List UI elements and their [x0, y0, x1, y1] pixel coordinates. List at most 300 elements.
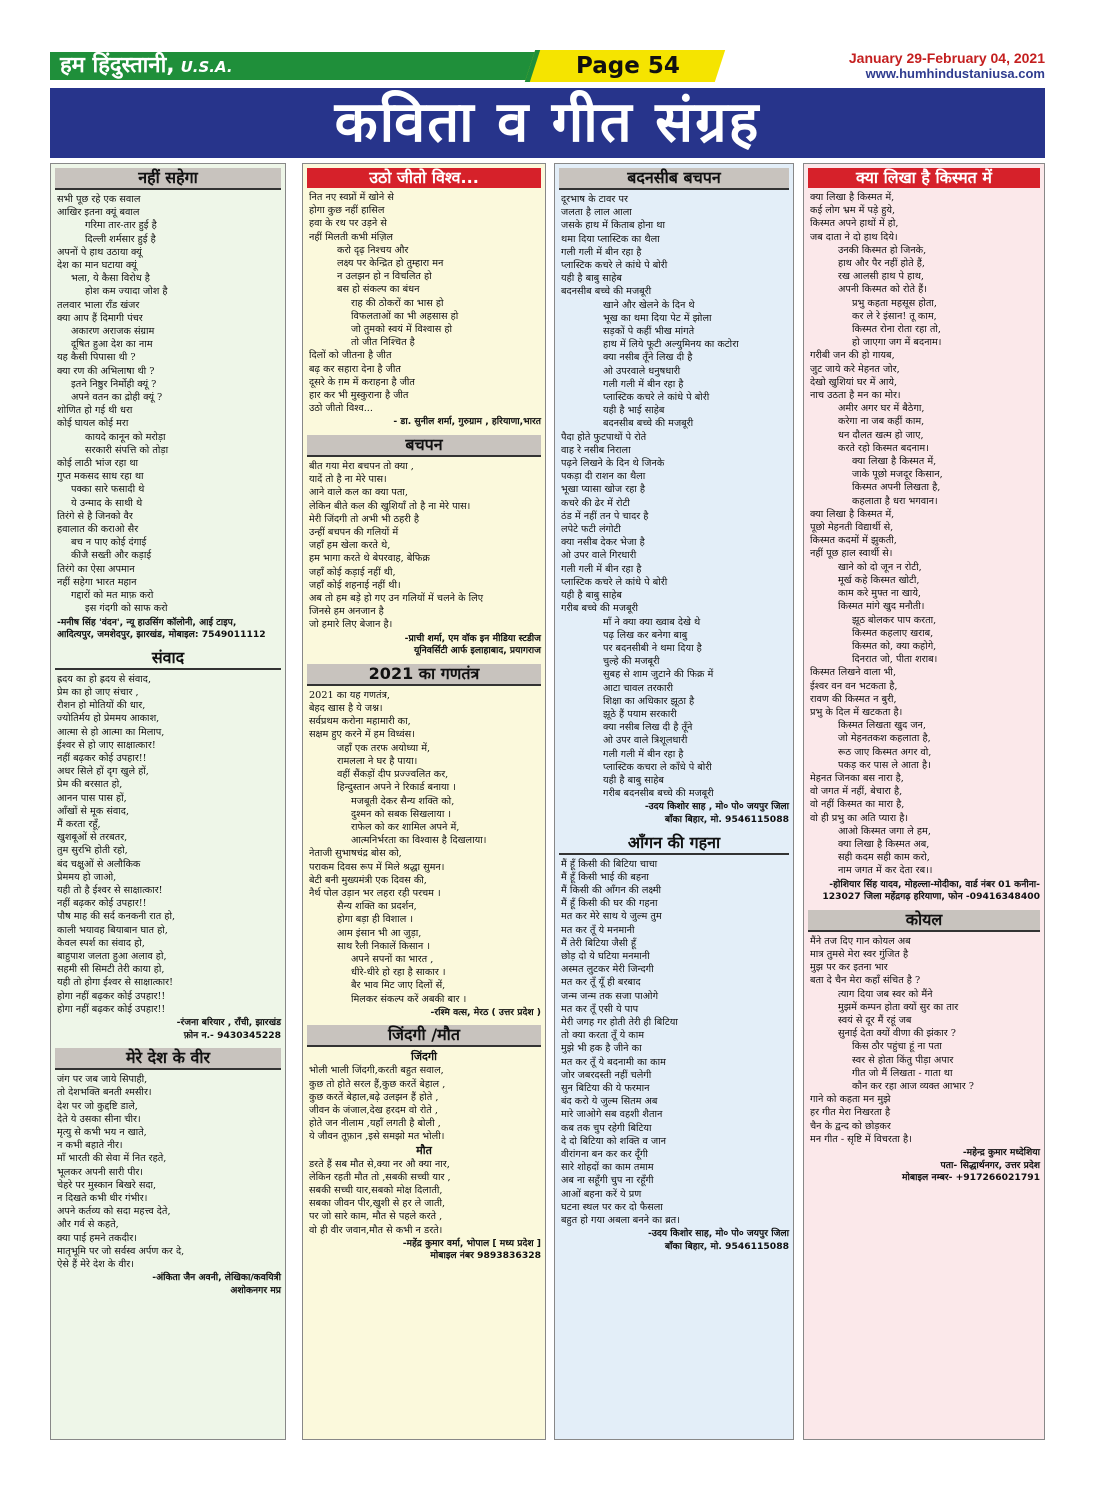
text-line: अस्मत लुटकर मेरी जिन्दगी: [561, 964, 654, 976]
text-line: तिरंगे का ऐसा अपमान: [57, 563, 135, 575]
text-line: भूलकर अपनी सारी पीर।: [57, 1166, 143, 1178]
text-line: केवल स्पर्श का संवाद हो,: [57, 937, 145, 949]
masthead: [50, 50, 1045, 82]
text-line: आओ किस्मत जगा ले हम,: [838, 825, 931, 837]
text-line: क्या पाई हमने तकदीर।: [57, 1232, 137, 1244]
text-line: पर बदनसीबी ने थमा दिया है: [603, 642, 702, 654]
text-line: न दिखते कभी धीर गंभीर।: [57, 1192, 148, 1204]
text-line: मैं हूँ किसी की घर की गहना: [561, 898, 658, 910]
text-line: राफेल को कर शामिल अपने में,: [351, 821, 460, 833]
text-line: ये उन्माद के साथी थे: [71, 497, 143, 509]
text-line: कायदे कानून को मरोड़ा: [85, 431, 166, 443]
text-line: कीजै सख्ती और कड़ाई: [71, 550, 152, 562]
text-line: किस्मत लिखने वाला भी,: [810, 667, 897, 679]
text-line: भोली भाली जिंदगी,करती बहुत सवाल,: [309, 1065, 444, 1077]
text-line: क्या आप हैं दिमागी पंचर: [57, 312, 143, 324]
poem-title: नहीं सहेगा: [55, 168, 281, 190]
poem-signature: [303, 415, 545, 431]
text-line: राह की ठोकरों का भास हो: [351, 297, 444, 309]
text-line: गुप्त मकसद साध रहा था: [57, 471, 144, 483]
text-line: गरीबी जन की हो गायब,: [810, 350, 895, 362]
text-line: मूर्ख कहे किस्मत खोटी,: [838, 574, 920, 586]
text-line: अपने सपनों का भारत ,: [351, 953, 434, 965]
text-line: मन गीत - सृष्टि में विचरता है।: [810, 1133, 912, 1145]
text-line: क्या नसीब लिख दी है तूँने: [603, 722, 693, 734]
text-line: सबका जीवन पीर,खुशी से हर ले जाती,: [309, 1198, 446, 1210]
text-line: बस हो संकल्प का बंधन: [337, 284, 420, 296]
text-line: जंग पर जब जाये सिपाही,: [57, 1074, 148, 1086]
text-line: यही तो है ईश्वर से साक्षात्कार!: [57, 884, 163, 896]
text-line: स्वर से होता किंतु पीड़ा अपार: [852, 1054, 954, 1066]
text-line: क्या रण की अभिलाषा थी ?: [57, 365, 155, 377]
text-line: मत कर मेरे साथ ये जुल्म तुम: [561, 911, 662, 923]
poem-subtitle: जिंदगी: [411, 1050, 437, 1064]
newspaper-title: हम हिंदुस्तानी,: [60, 53, 175, 78]
text-line: चेहरे पर मुस्कान बिखरे सदा,: [57, 1179, 157, 1191]
poem-body: [303, 191, 545, 415]
text-line: -प्राची शर्मा, एम वॉक इन मीडिया स्टडीज: [404, 632, 541, 644]
text-line: मत कर तूँ ये मनमानी: [561, 924, 635, 936]
text-line: बंद चक्षुओं से अलौकिक: [57, 858, 141, 870]
text-line: माँ ने क्या क्या ख्वाब देखे थे: [603, 616, 701, 628]
text-line: मेरी जगह गर होती तेरी ही बिटिया: [561, 1016, 678, 1028]
text-line: बेटी बनी मुख्यमंत्री एक दिवस की,: [309, 874, 427, 886]
text-line: नहीं सहेगा भारत महान: [57, 576, 137, 588]
text-line: दिलों को जीतना है जीत: [309, 350, 392, 362]
text-line: 2021 का यह गणतंत्र,: [309, 689, 391, 701]
column-3: [554, 163, 794, 1440]
text-line: मुझे भी हक है जीने का: [561, 1043, 642, 1055]
text-line: बीत गया मेरा बचपन तो क्या ,: [309, 461, 414, 473]
text-line: -उदय किशोर साह , मो० पो० जयपुर जिला: [644, 801, 789, 813]
text-line: कचरे की ढेर में रोटी: [561, 497, 630, 509]
text-line: अब तो हम बड़े हो गए उन गलियों में चलने के लिए: [309, 593, 484, 605]
newspaper-region: U.S.A.: [180, 58, 233, 76]
text-line: शिक्षा का अधिकार झूठा है: [603, 695, 695, 707]
text-line: बेहद खास है ये जश्न।: [309, 703, 383, 715]
text-line: वहीं सैंकड़ों दीप प्रज्ज्वलित कर,: [337, 769, 449, 781]
poem-body: [555, 193, 793, 800]
text-line: सुबह से शाम जुटाने की फिक्र में: [603, 669, 714, 681]
text-line: कुछ करतें बेहाल,बढ़े उलझन हैं होते ,: [309, 1091, 439, 1103]
poem-title: बदनसीब बचपन: [559, 168, 789, 190]
text-line: पकड़ा दी राशन का थैला: [561, 471, 646, 483]
text-line: जो मेहनतकश कहलाता है,: [838, 733, 931, 745]
text-line: कहलाता है धरा भगवान।: [852, 495, 938, 507]
text-line: देते ये उसका सीना चीर।: [57, 1113, 141, 1125]
text-line: किस्मत कदमों में झुकती,: [810, 535, 897, 547]
text-line: गद्दारों को मत माफ़ करो: [71, 590, 154, 602]
poem-title: क्या लिखा है किस्मत में: [808, 168, 1040, 188]
text-line: दूरभाष के टावर पर: [561, 194, 628, 205]
text-line: सड़कों पे कहीं भीख मांगते: [603, 326, 695, 338]
text-line: नैर्थ पोल उड़ान भर लहरा रही परचम ।: [309, 887, 441, 899]
text-line: बाहुपाश जलता हुआ अलाव हो,: [57, 950, 167, 962]
text-line: कुछ तो होते सरल हैं,कुछ करतें बेहाल ,: [309, 1078, 446, 1090]
text-line: ओ उपर वाले गिरधारी: [561, 550, 637, 562]
text-line: किस्मत अपनी लिखता है,: [852, 482, 941, 494]
text-line: आने वाले कल का क्या पता,: [309, 487, 409, 499]
text-line: पकड़ कर पास ले आता है।: [838, 759, 931, 771]
column-4: [803, 163, 1045, 1440]
text-line: आत्मनिर्भरता का विश्वास है दिखलाया।: [351, 835, 487, 847]
text-line: मैं हूँ किसी भाई की बहना: [561, 871, 649, 883]
text-line: देखो खुशियां घर में आये,: [810, 376, 898, 388]
text-line: आनन पास पास हों,: [57, 792, 127, 804]
text-line: आखिर इतना क्यूं बवाल: [57, 207, 140, 219]
text-line: -अंकिता जैन अवनी, लेखिका/कवयित्री: [152, 1272, 281, 1284]
text-line: उन्हीं बचपन की गलियों में: [309, 527, 399, 539]
text-line: न कभी बहाते नीर।: [57, 1140, 123, 1152]
poem-body: [804, 935, 1044, 1146]
text-line: होगा बड़ा ही विशाल ।: [337, 914, 414, 926]
text-line: कौन कर रहा आज व्यक्त आभार ?: [852, 1080, 974, 1092]
text-line: अपने वतन का द्रोही क्यूं ?: [71, 392, 163, 404]
poem-title: बचपन: [307, 435, 541, 457]
text-line: बहुत हो गया अबला बनने का ब्रत।: [561, 1215, 680, 1227]
text-line: तुम सुरभि होती रहो,: [57, 845, 128, 857]
text-line: ह्रदय का हो ह्रदय से संवाद,: [57, 673, 152, 685]
text-line: हवा के रथ पर उड़ने से: [309, 218, 387, 230]
text-line: रामलला ने घर है पाया।: [337, 755, 418, 767]
text-line: मृत्यु से कभी भय न खाते,: [57, 1126, 147, 1138]
poem-title: 2021 का गणतंत्र: [307, 664, 541, 686]
text-line: वीरांगना बन कर कर दूँगी: [561, 1149, 648, 1160]
text-line: क्या लिखा है किस्मत अब,: [838, 838, 930, 850]
text-line: दुश्मन को सबक सिखलाया ।: [351, 808, 452, 820]
text-line: यह कैसी पिपासा थी ?: [57, 352, 136, 364]
text-line: पैदा होते फुटपाथों पे रोते: [561, 431, 647, 443]
text-line: जन्म जन्म तक सजा पाओगे: [561, 990, 659, 1002]
text-line: भला, ये कैसा विरोध है: [71, 273, 150, 285]
text-line: क्या लिखा है किस्मत में,: [852, 456, 937, 468]
text-line: जो तुमको स्वयं में विश्वास हो: [351, 324, 453, 336]
text-line: पौष माह की सर्द कनकनी रात हो,: [57, 911, 176, 923]
text-line: प्रभु के दिल में खटकता है।: [810, 706, 903, 718]
text-line: होगा नहीं बढ़कर कोई उपहार!!: [57, 990, 166, 1002]
text-line: नहीं बढ़कर कोई उपहार!!: [57, 898, 147, 910]
text-line: मुझ पर कर इतना भार: [810, 962, 888, 974]
text-line: बढ़ कर सहारा देना है जीत: [309, 363, 401, 375]
text-line: न उलझन हो न विचलित हो: [337, 271, 432, 283]
text-line: रख आलसी हाथ पे हाथ,: [838, 271, 924, 283]
poem-body: [303, 1064, 545, 1143]
text-line: शोणित हो गई थी धरा: [57, 405, 133, 417]
text-line: यही है बाबु साहेब: [603, 774, 664, 786]
poem-body: [303, 689, 545, 1006]
text-line: -उदय किशोर साह, मो० पो० जयपुर जिला: [648, 1228, 789, 1240]
poem-body: [51, 673, 285, 1016]
text-line: ईश्वर वन वन भटकता है,: [810, 680, 898, 692]
poem-title: आँगन की गहना: [559, 833, 789, 855]
text-line: हो जाएगा जग में बदनाम।: [852, 337, 942, 349]
text-line: जहाँ हम खेला करते थे,: [309, 540, 391, 552]
text-line: ओ उपर वाले त्रिशूलधारी: [603, 735, 688, 747]
text-line: प्रभु कहता महसूस होता,: [852, 297, 937, 309]
text-line: अशोकनगर मप्र: [230, 1284, 281, 1296]
text-line: क्या लिखा है किस्मत में,: [810, 508, 895, 520]
text-line: जहाँ कोई शहनाई नहीं थी।: [309, 579, 401, 591]
text-line: लक्ष्य पर केन्द्रित हो तुम्हारा मन: [337, 258, 444, 270]
text-line: ऐसे हैं मेरे देश के वीर।: [57, 1259, 134, 1270]
poem-title: मेरे देश के वीर: [55, 1048, 281, 1070]
text-line: गरिमा तार-तार हुई है: [85, 220, 157, 232]
text-line: और गर्व से कहते,: [57, 1219, 119, 1231]
text-line: करो दृढ़ निश्चय और: [337, 244, 409, 256]
text-line: भूख का थमा दिया पेट में झोला: [603, 312, 712, 324]
text-line: नित नए स्वप्नों में खोने से: [309, 192, 394, 203]
text-line: झूठ बोलकर पाप करता,: [852, 614, 937, 626]
text-line: लपेटे फटी लंगोटी: [561, 524, 621, 536]
issue-date: January 29-February 04, 2021: [848, 50, 1045, 66]
text-line: अधर सिले हों दृग खुले हों,: [57, 766, 149, 778]
text-line: बता दे चैन मेरा कहाँ संचित है ?: [810, 975, 921, 987]
text-line: जुट जाये करे मेहनत जोर,: [810, 363, 900, 375]
text-line: करेगा ना जब कहीं काम,: [838, 416, 925, 428]
poem-subtitle: मौत: [416, 1143, 432, 1157]
text-line: मैं किसी की आँगन की लक्ष्मी: [561, 884, 662, 896]
text-line: जोर जबरदस्ती नहीं चलेगी: [561, 1069, 652, 1081]
text-line: मत कर तूँ यूँ ही बरबाद: [561, 977, 641, 989]
text-line: होगा नहीं बढ़कर कोई उपहार!!: [57, 1003, 166, 1015]
text-line: सरकारी संपत्ति को तोड़ा: [85, 444, 169, 456]
page-number: Page 54: [525, 50, 725, 82]
text-line: नाच उठता है मन का मोर।: [810, 390, 901, 402]
text-line: हिन्दुस्तान अपने ने रिकार्ड बनाया ।: [337, 782, 456, 794]
text-line: भूखा प्यासा खोज रहा है: [561, 484, 646, 496]
text-line: यही है बाबु साहेब: [561, 590, 622, 602]
text-line: अमीर अगर घर में बैठेगा,: [838, 403, 925, 415]
text-line: दिनरात जो, पीता शराब।: [852, 654, 938, 666]
text-line: पढ़ लिख कर बनेगा बाबु: [603, 629, 688, 641]
text-line: किस्मत कहलाए खराब,: [852, 627, 934, 639]
text-line: नहीं बढ़कर कोई उपहार!!: [57, 752, 147, 764]
text-line: यही है भाई साहेब: [603, 405, 665, 417]
text-line: धीरे-धीरे हो रहा है साकार ।: [351, 967, 446, 979]
text-line: किस ठौर पहुंचा हूं ना पता: [852, 1041, 942, 1053]
text-line: नेताजी सुभाषचंद्र बोस को,: [309, 848, 402, 860]
text-line: बंद करो ये जुल्म सितम अब: [561, 1096, 658, 1108]
text-line: कोई घायल कोई मरा: [57, 418, 129, 430]
text-line: गली गली में बीन रहा है: [603, 748, 684, 760]
text-line: प्लास्टिक कचरे ले कांधे पे बोरी: [561, 576, 668, 588]
text-line: प्रेम की बरसात हो,: [57, 779, 123, 791]
text-line: ज्योतिर्मय हो प्रेममय आकाश,: [57, 713, 160, 725]
text-line: चैन के द्वन्द को छोड़कर: [810, 1120, 891, 1132]
text-line: गली गली में बीन रहा है: [603, 378, 684, 390]
text-line: मजबूती देकर सैन्य शक्ति को,: [351, 795, 455, 807]
text-line: सारे शोहदों का काम तमाम: [561, 1162, 654, 1174]
text-line: पराकम दिवस रूप में मिले श्रद्धा सुमन।: [309, 861, 445, 873]
text-line: क्या नसीब तूँने लिख दी है: [603, 352, 693, 364]
poem-signature: [51, 1016, 285, 1044]
text-line: आँखों से मूक संवाद,: [57, 805, 130, 817]
text-line: मैं हूँ किसी की बिटिया चाचा: [561, 858, 658, 870]
text-line: मोबाइल नम्बर- +917266021791: [902, 1172, 1040, 1184]
text-line: नहीं मिलती कभी मंज़िल: [309, 231, 393, 243]
text-line: देश का मान घटाया क्यूं: [57, 260, 137, 272]
text-line: घटना स्थल पर कर दो फैसला: [561, 1201, 663, 1213]
poem-signature: [303, 1006, 545, 1022]
poem-signature: [303, 1237, 545, 1265]
poem-signature: [51, 616, 285, 644]
column-1: [50, 163, 286, 1440]
text-line: मात्र तुमसे मेरा स्वर गुंजित है: [810, 948, 909, 960]
poem-signature: [51, 1271, 285, 1299]
website-link[interactable]: www.humhindustaniusa.com: [865, 66, 1045, 81]
text-line: दिल्ली शर्मसार हुई है: [85, 233, 156, 245]
text-line: गरीब बदनसीब बच्चे की मजबूरी: [603, 788, 714, 800]
poem-body: [303, 460, 545, 632]
text-line: मैं करता रहूँ,: [57, 818, 101, 830]
poem-signature: [804, 1146, 1044, 1187]
text-line: मत कर तूँ ये बदनामी का काम: [561, 1056, 666, 1068]
text-line: -महेंद्र कुमार वर्मा, भोपाल [ मध्य प्रदेश ]: [402, 1237, 541, 1249]
text-line: यूनिवर्सिटी आर्फ इलाहाबाद, प्रयागराज: [413, 645, 541, 657]
text-line: मुझमें कम्पन होता क्यों सुर का तार: [838, 1001, 959, 1013]
poem-body: [804, 191, 1044, 878]
text-line: ठंड में नहीं तन पे चादर है: [561, 510, 649, 522]
text-line: खाने को दो जून न रोटी,: [838, 561, 922, 573]
text-line: किस्मत अपने हाथों में हो,: [810, 218, 899, 230]
text-line: 123027 जिला महेंद्रगढ़ हरियाणा, फोन -09416348400: [822, 891, 1040, 903]
text-line: डरते हैं सब मौत से,क्या नर औ क्या नार,: [309, 1158, 450, 1170]
text-line: जीवन के जंजाल,देख हरदम वो रोते ,: [309, 1104, 438, 1116]
text-line: जाके पूछो मजदूर किसान,: [852, 469, 943, 481]
text-line: होते जन नीलाम ,यहाँ लगती है बोली ,: [309, 1118, 441, 1130]
text-line: उठो जीतो विश्व...: [309, 403, 373, 415]
text-line: देश पर जो कुद्दष्टि डाले,: [57, 1100, 138, 1112]
text-line: पूछो मेहनती विद्यार्थी से,: [810, 522, 894, 534]
text-line: नहीं पूछ हाल स्वार्थी से।: [810, 548, 893, 560]
text-line: जिनसे हम अनजान है: [309, 606, 384, 618]
text-line: दूषित हुआ देश का नाम: [71, 339, 153, 351]
text-line: हाथ में लिये फूटी अल्युमिनय का कटोरा: [603, 339, 739, 351]
text-line: साथ रैली निकालें किसान ।: [337, 940, 431, 952]
text-line: अपनों पे हाथ उठाया क्यूं: [57, 246, 142, 258]
text-line: इस गंदगी को साफ करो: [85, 603, 168, 615]
text-line: - डा. सुनील शर्मा, गुरुग्राम , हरियाणा,भारत: [393, 416, 541, 428]
poem-body: [51, 1073, 285, 1271]
text-line: रावण की किस्मत न बुरी,: [810, 693, 897, 705]
text-line: अपने कर्तव्य को सदा महत्त्व देते,: [57, 1206, 171, 1218]
text-line: काली भयावह बियाबान घात हो,: [57, 924, 168, 936]
poem-signature: [555, 1227, 793, 1255]
text-line: दूसरे के ग़म में कराहना है जीत: [309, 376, 415, 388]
text-line: कोई लाठी भांज रहा था: [57, 458, 139, 470]
text-line: धन दौलत खत्म हो जाए,: [838, 429, 924, 441]
text-line: कर ले रे इंसान! तू काम,: [852, 310, 937, 322]
text-line: हार कर भी मुस्कुराना है जीत: [309, 390, 409, 402]
text-line: आम इंसान भी आ जुड़ा,: [337, 927, 422, 939]
text-line: कई लोग भ्रम में पड़े हुये,: [810, 205, 896, 217]
text-line: उनकी किस्मत हो जिनके,: [838, 244, 927, 256]
text-line: बाँका बिहार, मो. 9546115088: [664, 813, 789, 825]
poem-body: [303, 1158, 545, 1237]
text-line: सैन्य शक्ति का प्रदर्शन,: [337, 901, 417, 913]
text-line: लेकिन रहती मौत तो ,सबकी सच्ची यार ,: [309, 1171, 451, 1183]
text-line: हवालात की कराओ सैर: [57, 524, 139, 536]
text-line: मिलकर संकल्प करें अबकी बार ।: [351, 993, 467, 1005]
text-line: सुन बिटिया की ये फरमान: [561, 1082, 650, 1094]
text-line: जलता है लाल आला: [561, 207, 632, 219]
text-line: सर्वप्रथम करोना महामारी का,: [309, 716, 411, 728]
text-line: सहमी सी सिमटी तेरी काया हो,: [57, 964, 165, 976]
text-line: वाह रे नसीब निराला: [561, 444, 631, 456]
text-line: अब ना सहूँगी चुप ना रहूँगी: [561, 1175, 654, 1187]
text-line: पक्का सारे फसादी थे: [71, 484, 145, 496]
text-line: तो देशभक्ति बनती श्मसीर।: [57, 1087, 152, 1099]
text-line: किस्मत रोना रोता रहा तो,: [852, 324, 941, 336]
text-line: हाथ और पैर नहीं होते हैं,: [838, 258, 926, 270]
text-line: गली गली में बीन रहा है: [561, 246, 642, 258]
text-line: किस्मत लिखता खुद जन,: [838, 720, 927, 732]
text-line: आओं बहना करें ये प्रण: [561, 1188, 642, 1200]
text-line: त्याग दिया जब स्वर को मैंने: [838, 988, 933, 1000]
text-line: वो ही प्रभु का अति प्यारा है।: [810, 812, 909, 824]
poem-title: जिंदगी /मौत: [307, 1025, 541, 1047]
text-line: जब दाता ने दो हाथ दिये।: [810, 231, 898, 243]
text-line: छोड़ दो ये घटिया मनमानी: [561, 950, 650, 962]
text-line: किस्मत मांगे खुद मनौती।: [838, 601, 925, 613]
text-line: खाने और खेलने के दिन थे: [603, 299, 695, 311]
text-line: पर जो सारे काम, मौत से पहले करते ,: [309, 1211, 443, 1223]
text-line: गली गली में बीन रहा है: [561, 563, 642, 575]
text-line: जसके हाथ में किताब होना था: [561, 220, 665, 232]
text-line: क्या नसीब देकर भेजा है: [561, 537, 645, 549]
text-line: मैं तेरी बिटिया जैसी हूँ: [561, 937, 637, 949]
text-line: खुशबूओं से तरबतर,: [57, 832, 128, 844]
text-line: काम करे मुफ्त ना खाये,: [838, 588, 922, 600]
text-line: पढ़ने लिखने के दिन थे जिनके: [561, 458, 665, 470]
text-line: प्लास्टिक कचरा ले काँधे पे बोरी: [603, 761, 712, 773]
text-line: सही कदम सही काम करो,: [838, 852, 930, 864]
text-line: -होशियार सिंह यादव, मोहल्ला-मोदीका, वार्ड नंबर 01 कनीना-: [829, 878, 1040, 890]
text-line: ईश्वर से हो जाए साक्षात्कार!: [57, 739, 156, 751]
text-line: मैंने तज दिए गान कोयल अब: [810, 935, 911, 947]
text-line: मारे जाओगे सब वहशी शैतान: [561, 1109, 663, 1121]
poem-title: उठो जीतो विश्व...: [307, 168, 541, 188]
text-line: सुनाई देता क्यों वीणा की झंकार ?: [838, 1028, 956, 1040]
text-line: यही तो होगा ईश्वर से साक्षात्कार!: [57, 977, 174, 989]
text-line: किस्मत को, क्या कहोगे,: [852, 640, 937, 652]
text-line: हम भागा करते थे बेपरवाह, बेफिक्र: [309, 553, 430, 565]
text-line: थमा दिया प्लास्टिक का थैला: [561, 233, 660, 245]
text-line: बदनसीब बच्चे की मजबूरी: [561, 286, 652, 298]
text-line: गीत जो मैं लिखता - गाता था: [852, 1067, 953, 1079]
text-line: वो नहीं किस्मत का मारा है,: [810, 799, 905, 811]
poem-title: कोयल: [808, 910, 1040, 932]
text-line: होगा कुछ नहीं हासिल: [309, 205, 385, 217]
text-line: वो ही वीर जवान,मौत से कभी न डरते।: [309, 1224, 443, 1236]
text-line: कब तक चुप रहेगी बिटिया: [561, 1122, 652, 1134]
text-line: -महेन्द्र कुमार मध्देशिया: [962, 1147, 1040, 1158]
text-line: तो जीत निश्चित है: [351, 337, 415, 349]
poem-title: संवाद: [55, 648, 281, 670]
text-line: ओ उपरवाले धनुषधारी: [603, 365, 681, 377]
text-line: झूठे हैं पयाम सरकारी: [603, 708, 677, 720]
text-line: जहाँ एक तरफ अयोध्या में,: [337, 742, 431, 754]
text-line: प्लास्टिक कचरे ले कांधे पे बोरी: [603, 392, 710, 404]
text-line: फ़ोन न.- 9430345228: [183, 1029, 281, 1041]
section-banner: कविता व गीत संग्रह: [50, 88, 1045, 158]
text-line: लेकिन बीते कल की खुशियाँ तो है ना मेरे पास।: [309, 500, 471, 512]
text-line: ये जीवन तूफ़ान ,इसे समझो मत भोली।: [309, 1131, 445, 1143]
text-line: -रश्मि वत्स, मेरठ ( उत्तर प्रदेश ): [430, 1006, 541, 1018]
text-line: गाने को कहता मन मुझे: [810, 1094, 891, 1106]
text-line: मत कर तूँ एसी ये पाप: [561, 1003, 639, 1015]
text-line: प्लास्टिक कचरे ले कांधे पे बोरी: [561, 260, 668, 272]
